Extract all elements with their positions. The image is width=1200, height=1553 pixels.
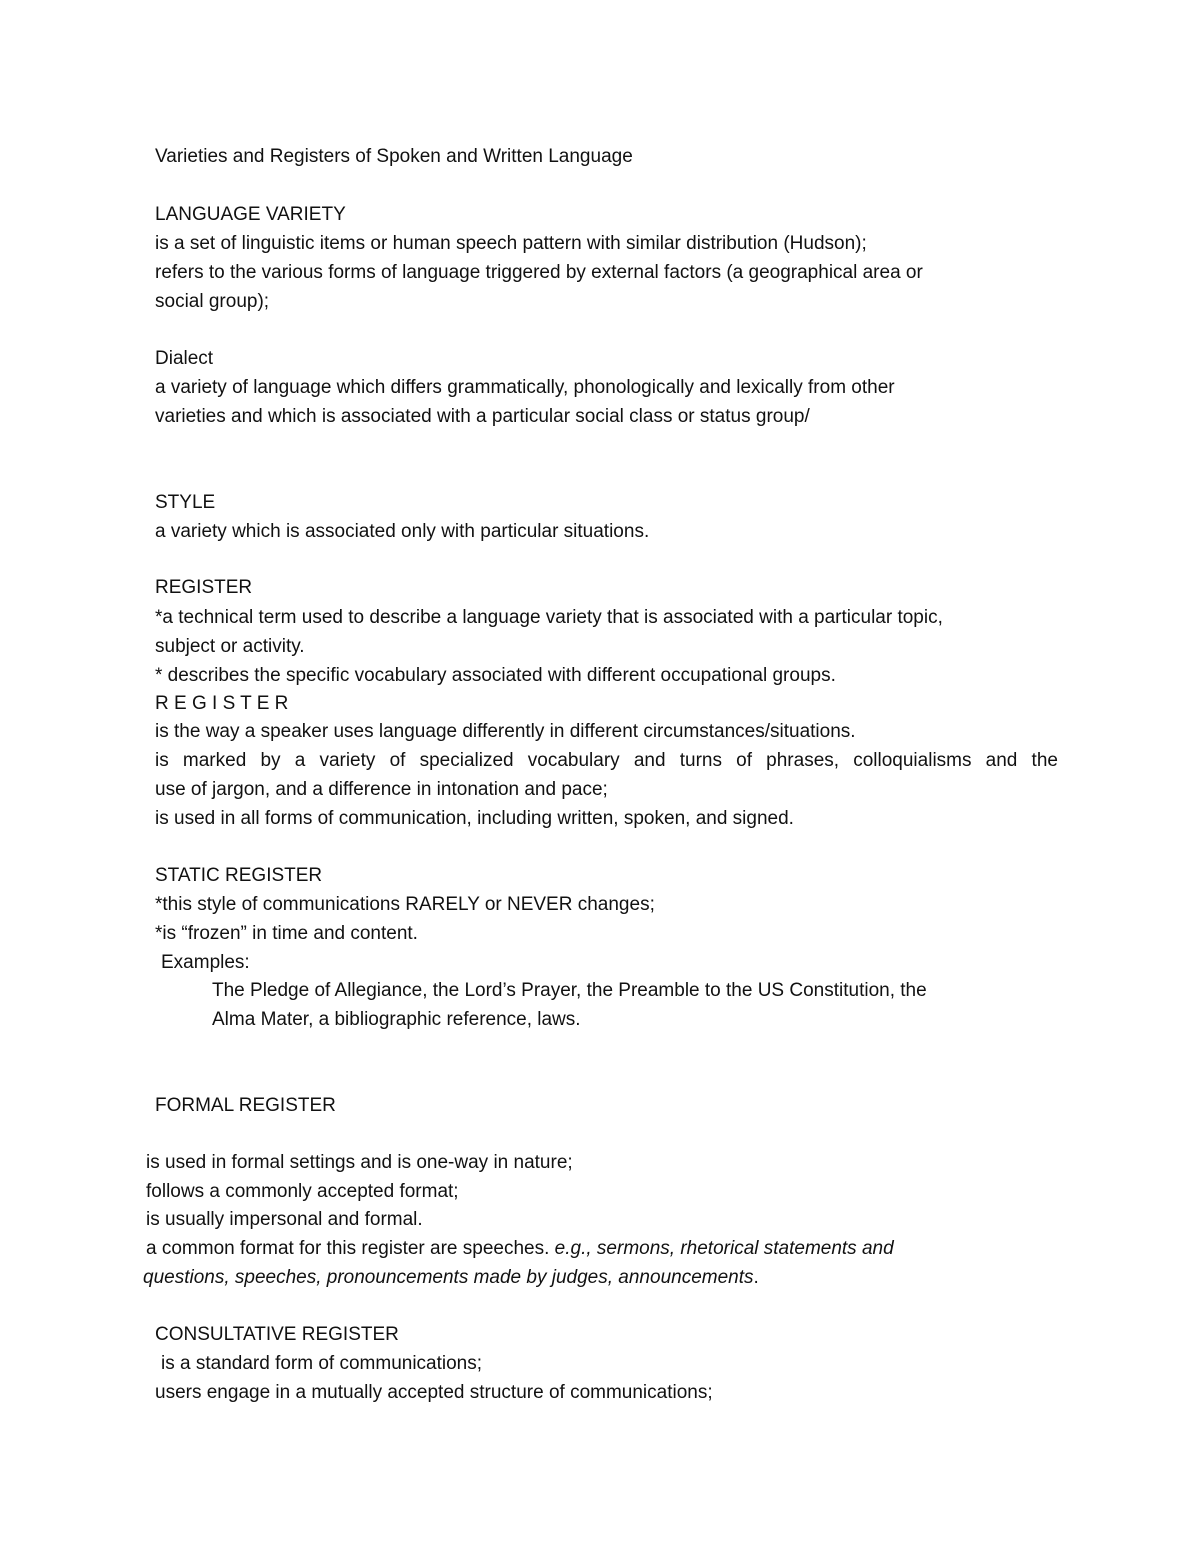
register-line: use of jargon, and a difference in intonation and pace; [155,779,608,800]
language-variety-line: is a set of linguistic items or human speech pattern with similar distribution (Hudson); [155,233,867,254]
word: a [294,750,306,771]
static-register-line: *this style of communications RARELY or NEVER changes; [155,894,655,915]
word: vocabulary [527,750,620,771]
register-heading: REGISTER [155,577,253,598]
word: of [736,750,752,771]
consultative-register-heading: CONSULTATIVE REGISTER [155,1324,399,1345]
consultative-register-line: is a standard form of communications; [161,1353,483,1374]
word: of [389,750,406,771]
static-register-heading: STATIC REGISTER [155,865,323,886]
register-line: *a technical term used to describe a language variety that is associated with a particular topic, [155,607,943,628]
word: variety [319,750,376,771]
register-line: subject or activity. [155,636,305,657]
formal-register-examples-line [143,1268,759,1287]
word: and [985,750,1018,771]
word: colloquialisms [853,750,972,771]
examples-italic: e.g., sermons, rhetorical statements and [554,1238,894,1259]
word: by [260,750,281,771]
word: and [633,750,666,771]
formal-register-line: follows a commonly accepted format; [146,1181,459,1202]
register-justified-line [155,751,1058,770]
word: specialized [419,750,514,771]
formal-register-heading: FORMAL REGISTER [155,1095,336,1116]
register-spaced-heading: R E G I S T E R [155,693,289,714]
dialect-line: varieties and which is associated with a particular social class or status group/ [155,406,810,427]
word: is [155,750,169,771]
register-line: * describes the specific vocabulary associated with different occupational groups. [155,665,836,686]
formal-register-format-line [146,1239,894,1258]
register-line: is used in all forms of communication, including written, spoken, and signed. [155,808,794,829]
style-line: a variety which is associated only with particular situations. [155,521,650,542]
language-variety-line: refers to the various forms of language triggered by external factors (a geographical area or [155,262,923,283]
examples-end: . [753,1267,759,1288]
formal-register-line: is usually impersonal and formal. [146,1209,423,1230]
formal-register-line: is used in formal settings and is one-way in nature; [146,1152,573,1173]
static-register-line: *is “frozen” in time and content. [155,923,418,944]
style-heading: STYLE [155,492,216,513]
static-register-examples-label: Examples: [161,952,250,973]
static-register-example: Alma Mater, a bibliographic reference, laws. [212,1009,581,1030]
word: phrases, [766,750,840,771]
consultative-register-line: users engage in a mutually accepted structure of communications; [155,1382,713,1403]
static-register-example: The Pledge of Allegiance, the Lord’s Prayer, the Preamble to the US Constitution, the [212,980,927,1001]
register-line: is the way a speaker uses language differently in different circumstances/situations. [155,721,856,742]
word: the [1031,750,1058,771]
word: marked [182,750,247,771]
dialect-line: a variety of language which differs grammatically, phonologically and lexically from other [155,377,895,398]
document-title: Varieties and Registers of Spoken and Written Language [155,146,633,167]
word: turns [679,750,722,771]
dialect-heading: Dialect [155,348,214,369]
language-variety-heading: LANGUAGE VARIETY [155,204,346,225]
language-variety-line: social group); [155,291,270,312]
format-text: a common format for this register are speeches. [146,1238,555,1259]
examples-italic: questions, speeches, pronouncements made by judges, announcements [143,1267,754,1288]
